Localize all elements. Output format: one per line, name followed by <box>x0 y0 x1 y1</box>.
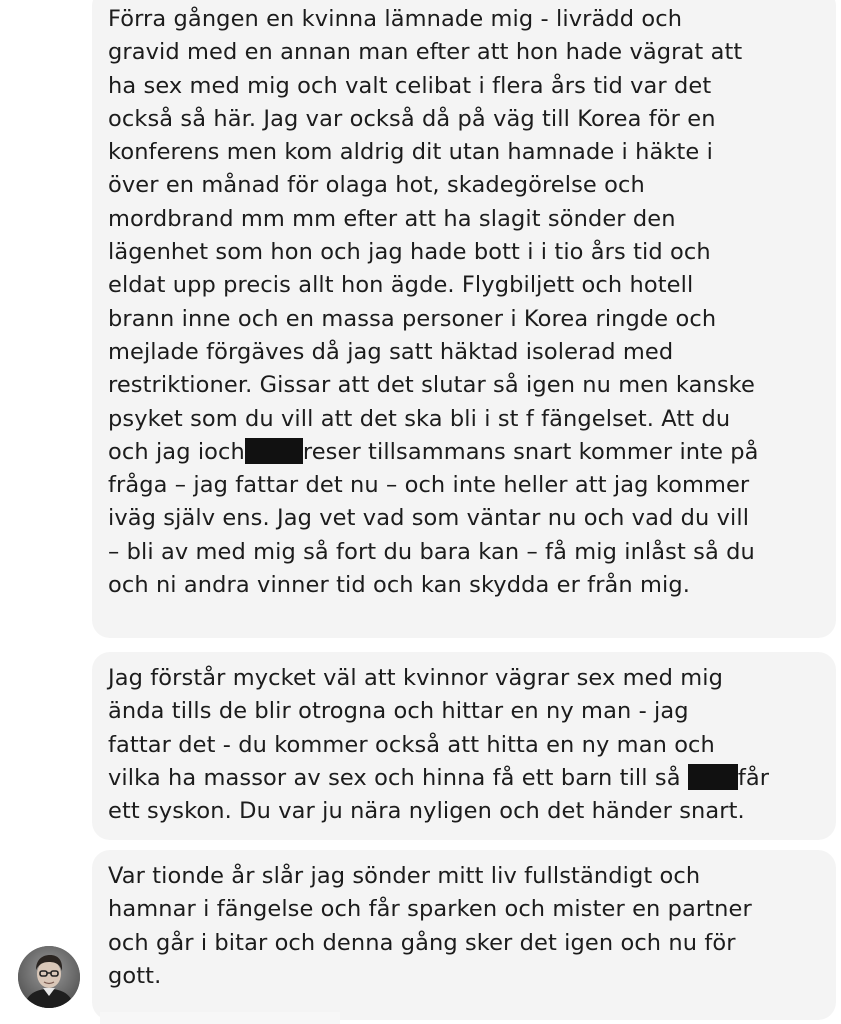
message-text: reser tillsammans snart kommer inte på <box>302 438 759 465</box>
message-line: fråga – jag fattar det nu – och inte heller att jag kommer <box>108 472 750 499</box>
message-line: Var tionde år slår jag sönder mitt liv fullständigt och <box>108 863 701 889</box>
message-line: konferens men kom aldrig dit utan hamnade i häkte i <box>108 139 713 166</box>
message-line: mordbrand mm mm efter att ha slagit sönder den <box>108 205 676 232</box>
message-text: får <box>737 764 770 791</box>
truncated-footer <box>100 1012 340 1024</box>
message-line: ända tills de blir otrogna och hittar en ny man - jag <box>108 698 689 725</box>
message-line: brann inne och en massa personer i Korea ringde och <box>108 305 717 332</box>
message-line: fattar det - du kommer också att hitta en ny man och <box>108 731 715 758</box>
message-line: Förra gången en kvinna lämnade mig - livrädd och <box>108 6 683 32</box>
message-text: vilka ha massor av sex och hinna få ett barn till så <box>108 764 688 791</box>
message-line: psyket som du vill att det ska bli i st f fängelset. Att du <box>108 405 731 432</box>
message-line: gott. <box>108 962 162 989</box>
message-line: lägenhet som hon och jag hade bott i i tio års tid och <box>108 239 711 266</box>
message-line-redacted <box>108 436 822 469</box>
message-bubble-2[interactable] <box>92 652 836 840</box>
message-line: iväg själv ens. Jag vet vad som väntar nu och vad du vill <box>108 505 750 532</box>
message-line: mejlade förgäves då jag satt häktad isolerad med <box>108 338 674 365</box>
message-line: gravid med en annan man efter att hon hade vägrat att <box>108 39 743 66</box>
message-line: Jag förstår mycket väl att kvinnor vägrar sex med mig <box>108 665 723 691</box>
message-line: också så här. Jag var också då på väg till Korea för en <box>108 105 716 132</box>
message-line: ha sex med mig och valt celibat i flera års tid var det <box>108 72 712 99</box>
message-line: hamnar i fängelse och får sparken och mister en partner <box>108 896 752 923</box>
message-line: eldat upp precis allt hon ägde. Flygbiljett och hotell <box>108 272 694 299</box>
message-line: restriktioner. Gissar att det slutar så igen nu men kanske <box>108 372 755 399</box>
message-bubble-1[interactable] <box>92 0 836 638</box>
message-line-redacted <box>108 762 822 795</box>
sender-avatar[interactable] <box>18 946 80 1008</box>
message-line: och går i bitar och denna gång sker det igen och nu för <box>108 929 736 956</box>
message-line: ett syskon. Du var ju nära nyligen och det händer snart. <box>108 798 745 825</box>
redaction-bar <box>688 764 738 790</box>
message-line: – bli av med mig så fort du bara kan – få mig inlåst så du <box>108 538 755 565</box>
message-line: och ni andra vinner tid och kan skydda er från mig. <box>108 572 691 599</box>
redaction-bar <box>245 438 303 464</box>
message-line: över en månad för olaga hot, skadegörelse och <box>108 172 645 199</box>
avatar-portrait-icon <box>18 946 80 1008</box>
message-bubble-3[interactable] <box>92 850 836 1020</box>
message-text: och jag ioch <box>108 438 245 465</box>
